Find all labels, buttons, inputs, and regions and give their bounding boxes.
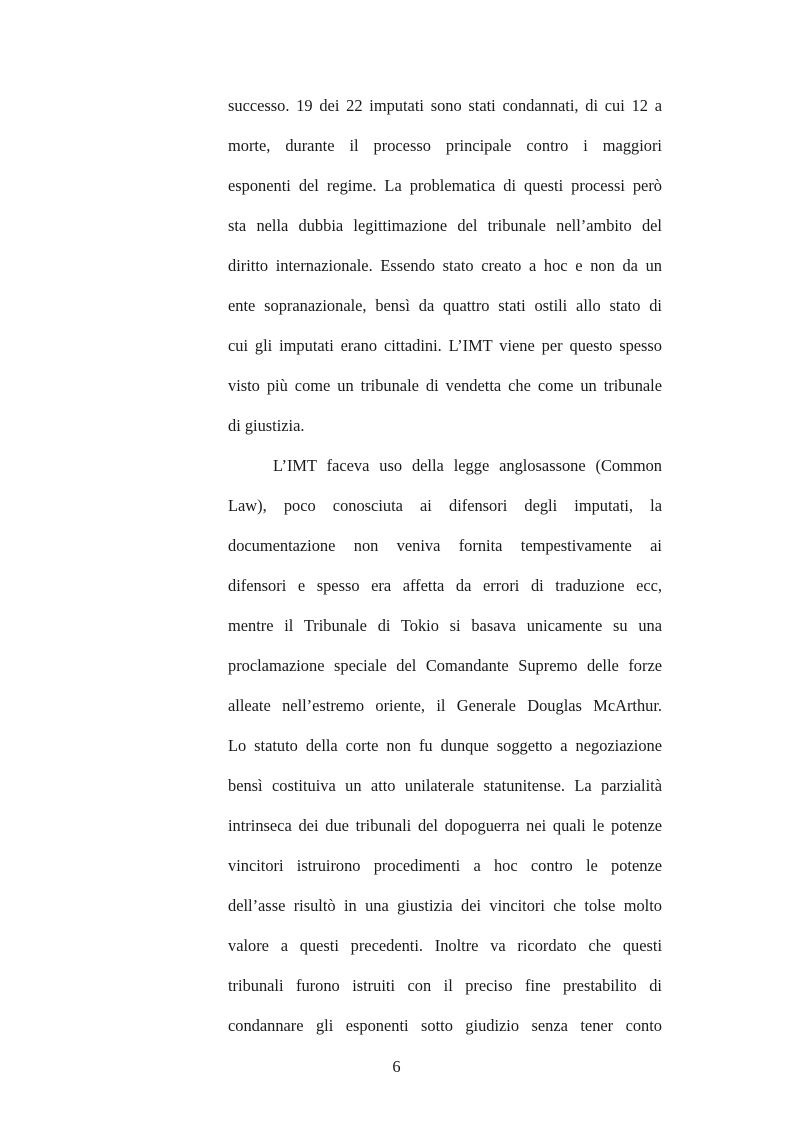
text-line: successo. 19 dei 22 imputati sono stati condannati, di cui 12 a (228, 96, 662, 115)
text-line: condannare gli esponenti sotto giudizio senza tener conto (228, 1016, 662, 1035)
text-line: bensì costituiva un atto unilaterale statunitense. La parzialità (228, 776, 662, 795)
text-line: Law), poco conosciuta ai difensori degli imputati, la (228, 496, 662, 515)
text-line: vincitori istruirono procedimenti a hoc contro le potenze (228, 856, 662, 875)
text-line: cui gli imputati erano cittadini. L’IMT viene per questo spesso (228, 336, 662, 355)
page-body (228, 90, 662, 1050)
text-line: esponenti del regime. La problematica di questi processi però (228, 176, 662, 195)
text-line: morte, durante il processo principale contro i maggiori (228, 136, 662, 155)
text-line: sta nella dubbia legittimazione del tribunale nell’ambito del (228, 216, 662, 235)
text-line: difensori e spesso era affetta da errori di traduzione ecc, (228, 576, 662, 595)
paragraph-continued (228, 90, 662, 450)
page-number: 6 (392, 1057, 401, 1076)
text-line: diritto internazionale. Essendo stato creato a hoc e non da un (228, 256, 662, 275)
text-line: alleate nell’estremo oriente, il Generale Douglas McArthur. (228, 696, 662, 715)
text-line-first: L’IMT faceva uso della legge anglosassone (Common (273, 456, 662, 475)
text-line: documentazione non veniva fornita tempestivamente ai (228, 536, 662, 555)
text-line: Lo statuto della corte non fu dunque soggetto a negoziazione (228, 736, 662, 755)
text-line-last: di giustizia. (228, 416, 305, 435)
text-line: proclamazione speciale del Comandante Supremo delle forze (228, 656, 662, 675)
text-line: intrinseca dei due tribunali del dopoguerra nei quali le potenze (228, 816, 662, 835)
text-line: dell’asse risultò in una giustizia dei vincitori che tolse molto (228, 896, 662, 915)
text-line: valore a questi precedenti. Inoltre va ricordato che questi (228, 936, 662, 955)
text-line: mentre il Tribunale di Tokio si basava unicamente su una (228, 616, 662, 635)
text-line: ente sopranazionale, bensì da quattro stati ostili allo stato di (228, 296, 662, 315)
text-line: tribunali furono istruiti con il preciso fine prestabilito di (228, 976, 662, 995)
paragraph (228, 450, 662, 1050)
text-line: visto più come un tribunale di vendetta che come un tribunale (228, 376, 662, 395)
